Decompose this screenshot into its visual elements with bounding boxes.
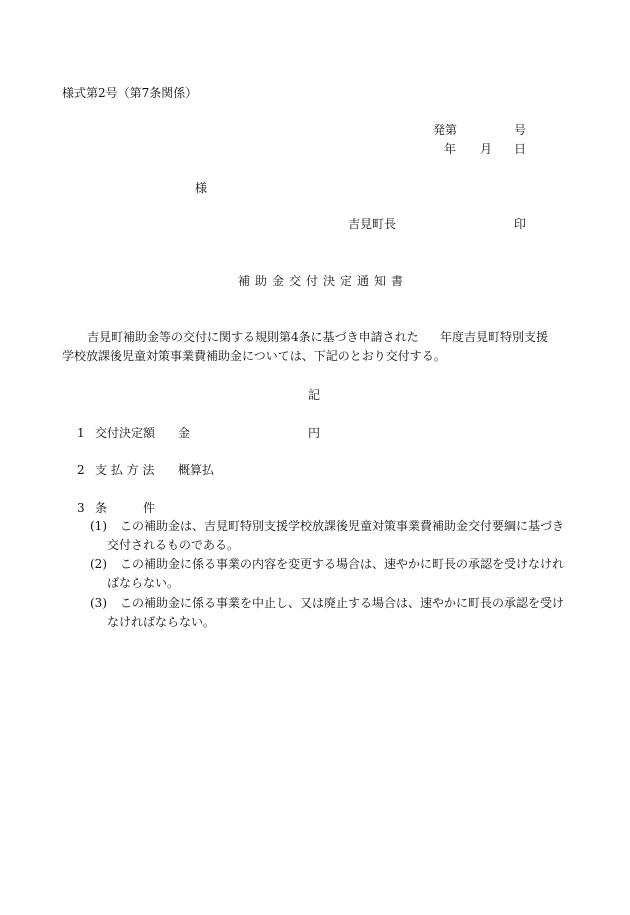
recipient-suffix: 様 — [195, 181, 208, 195]
condition-2-line1: この補助金に係る事業の内容を変更する場合は、速やかに町長の承認を受けなけれ — [120, 557, 565, 571]
body-line1-b: 年度吉見町特別支援 — [440, 330, 549, 344]
item3-number: 3 — [77, 501, 85, 515]
item2-value: 概算払 — [178, 463, 215, 477]
body-line1-a: 吉見町補助金等の交付に関する規則第4条に基づき申請された — [87, 330, 419, 344]
condition-3-number: (3) — [90, 596, 107, 610]
form-reference: 様式第2号（第7条関係） — [62, 86, 198, 100]
condition-3-line1: この補助金に係る事業を中止し、又は廃止する場合は、速やかに町長の承認を受け — [120, 596, 565, 610]
item1-yen: 円 — [308, 426, 321, 440]
date-month: 月 — [480, 142, 493, 156]
item1-kin: 金 — [178, 426, 191, 440]
condition-3-line2: なければならない。 — [107, 615, 216, 629]
condition-2-line2: ばならない。 — [107, 576, 180, 590]
item2-label: 支 払 方 法 — [95, 463, 155, 477]
body-line2: 学校放課後児童対策事業費補助金については、下記のとおり交付する。 — [62, 349, 446, 363]
date-year: 年 — [444, 142, 457, 156]
item3-label-a: 条 — [95, 501, 108, 515]
item3-label-b: 件 — [143, 501, 156, 515]
issuer-name: 吉見町長 — [348, 217, 397, 231]
ki-heading: 記 — [308, 388, 321, 402]
doc-number-prefix: 発第 — [433, 123, 458, 137]
date-day: 日 — [514, 142, 527, 156]
seal-mark: 印 — [514, 217, 527, 231]
document-title: 補助金交付決定通知書 — [238, 274, 409, 288]
condition-1-line2: 交付されるものである。 — [107, 538, 240, 552]
condition-1-line1: この補助金は、吉見町特別支援学校放課後児童対策事業費補助金交付要綱に基づき — [120, 519, 565, 533]
doc-number-suffix: 号 — [514, 123, 527, 137]
condition-2-number: (2) — [90, 557, 107, 571]
item2-number: 2 — [77, 463, 85, 477]
condition-1-number: (1) — [90, 519, 107, 533]
item1-label: 交付決定額 — [95, 426, 156, 440]
item1-number: 1 — [77, 426, 85, 440]
